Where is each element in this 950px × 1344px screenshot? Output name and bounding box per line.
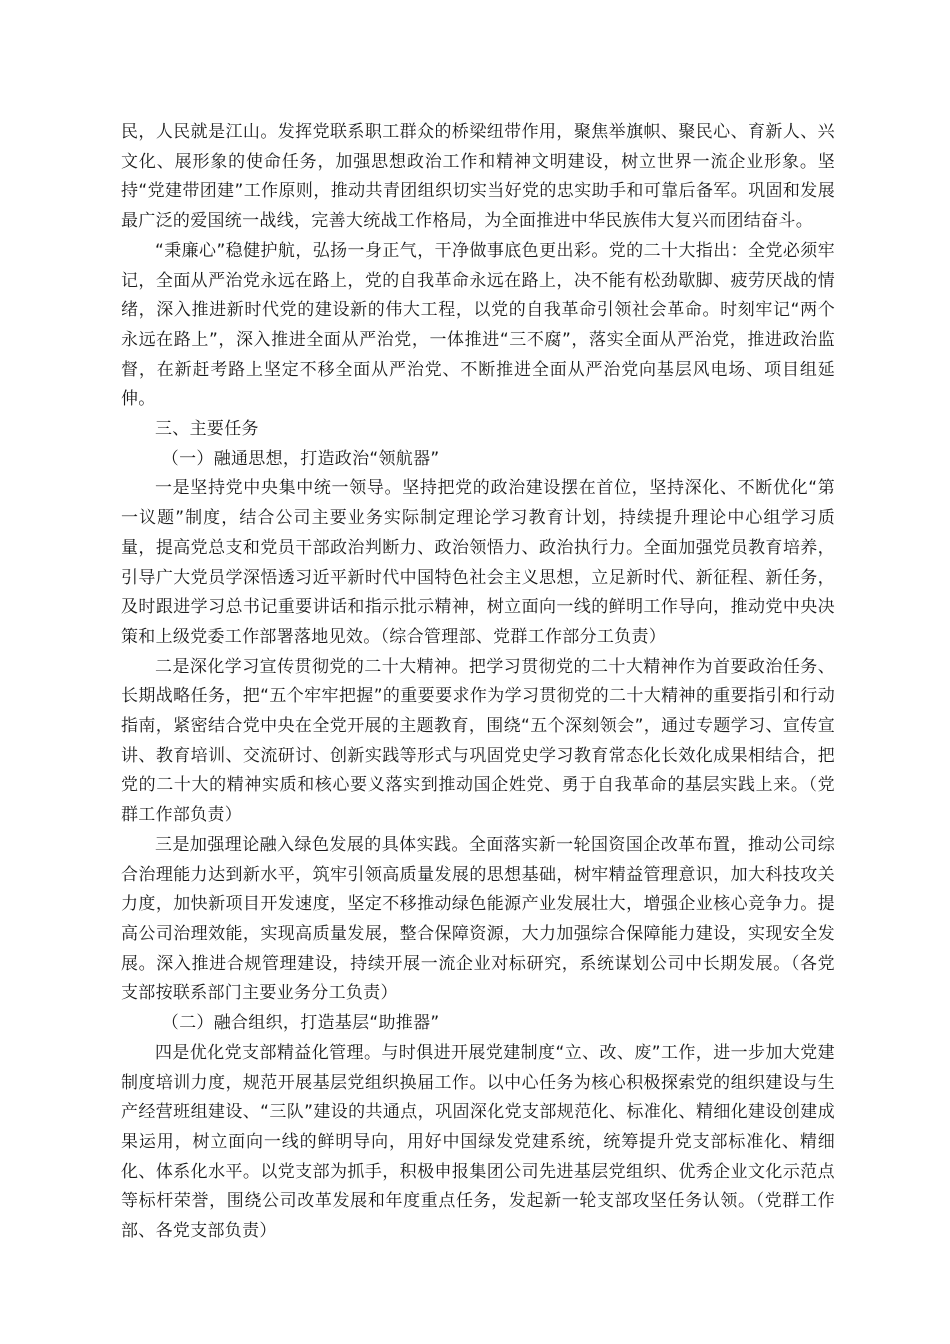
paragraph-task-2: 二是深化学习宣传贯彻党的二十大精神。把学习贯彻党的二十大精神作为首要政治任务、长期战略任务，把“五个牢牢把握”的重要要求作为学习贯彻党的二十大精神的重要指引和行动指南，紧密结合党中央在全党开展的主题教育，围绕“五个深刻领会”，通过专题学习、宣传宣讲、教育培训、交流研讨、创新实践等形式与巩固党史学习教育常态化长效化成果相结合，把党的二十大的精神实质和核心要义落实到推动国企姓党、勇于自我革命的基层实践上来。（党群工作部负责） <box>121 656 835 826</box>
paragraph-task-4: 四是优化党支部精益化管理。与时俱进开展党建制度“立、改、废”工作，进一步加大党建制度培训力度，规范开展基层党组织换届工作。以中心任务为核心积极探索党的组织建设与生产经营班组建设、“三队”建设的共通点，巩固深化党支部规范化、标准化、精细化建设创建成果运用，树立面向一线的鲜明导向，用好中国绿发党建系统，统筹提升党支部标准化、精细化、体系化水平。以党支部为抓手，积极申报集团公司先进基层党组织、优秀企业文化示范点等标杆荣誉，围绕公司改革发展和年度重点任务，发起新一轮支部攻坚任务认领。（党群工作部、各党支部负责） <box>121 1042 835 1242</box>
paragraph-integrity: “秉廉心”稳健护航，弘扬一身正气，干净做事底色更出彩。党的二十大指出：全党必须牢记，全面从严治党永远在路上，党的自我革命永远在路上，决不能有松劲歇脚、疲劳厌战的情绪，深入推进新时代党的建设新的伟大工程，以党的自我革命引领社会革命。时刻牢记“两个永远在路上”，深入推进全面从严治党，一体推进“三不腐”，落实全面从严治党，推进政治监督，在新赶考路上坚定不移全面从严治党、不断推进全面从严治党向基层风电场、项目组延伸。 <box>121 240 835 410</box>
subsection-heading-1: （一）融通思想，打造政治“领航器” <box>161 448 440 469</box>
section-heading-main-tasks: 三、主要任务 <box>155 419 259 440</box>
paragraph-task-1: 一是坚持党中央集中统一领导。坚持把党的政治建设摆在首位，坚持深化、不断优化“第一议题”制度，结合公司主要业务实际制定理论学习教育计划，持续提升理论中心组学习质量，提高党总支和党员干部政治判断力、政治领悟力、政治执行力。全面加强党员教育培养，引导广大党员学深悟透习近平新时代中国特色社会主义思想，立足新时代、新征程、新任务，及时跟进学习总书记重要讲话和指示批示精神，树立面向一线的鲜明工作导向，推动党中央决策和上级党委工作部署落地见效。（综合管理部、党群工作部分工负责） <box>121 478 835 647</box>
document-page <box>121 118 835 1247</box>
paragraph-task-3: 三是加强理论融入绿色发展的具体实践。全面落实新一轮国资国企改革布置，推动公司综合治理能力达到新水平，筑牢引领高质量发展的思想基础，树牢精益管理意识，加大科技攻关力度，加快新项目开发速度，坚定不移推动绿色能源产业发展壮大，增强企业核心竞争力。提高公司治理效能，实现高质量发展，整合保障资源，大力加强综合保障能力建设，实现安全发展。深入推进合规管理建设，持续开展一流企业对标研究，系统谋划公司中长期发展。（各党支部按联系部门主要业务分工负责） <box>121 834 835 1004</box>
paragraph-continued: 民，人民就是江山。发挥党联系职工群众的桥梁纽带作用，聚焦举旗帜、聚民心、育新人、兴文化、展形象的使命任务，加强思想政治工作和精神文明建设，树立世界一流企业形象。坚持“党建带团建”工作原则，推动共青团组织切实当好党的忠实助手和可靠后备军。巩固和发展最广泛的爱国统一战线，完善大统战工作格局，为全面推进中华民族伟大复兴而团结奋斗。 <box>121 122 835 232</box>
subsection-heading-2: （二）融合组织，打造基层“助推器” <box>161 1013 440 1034</box>
